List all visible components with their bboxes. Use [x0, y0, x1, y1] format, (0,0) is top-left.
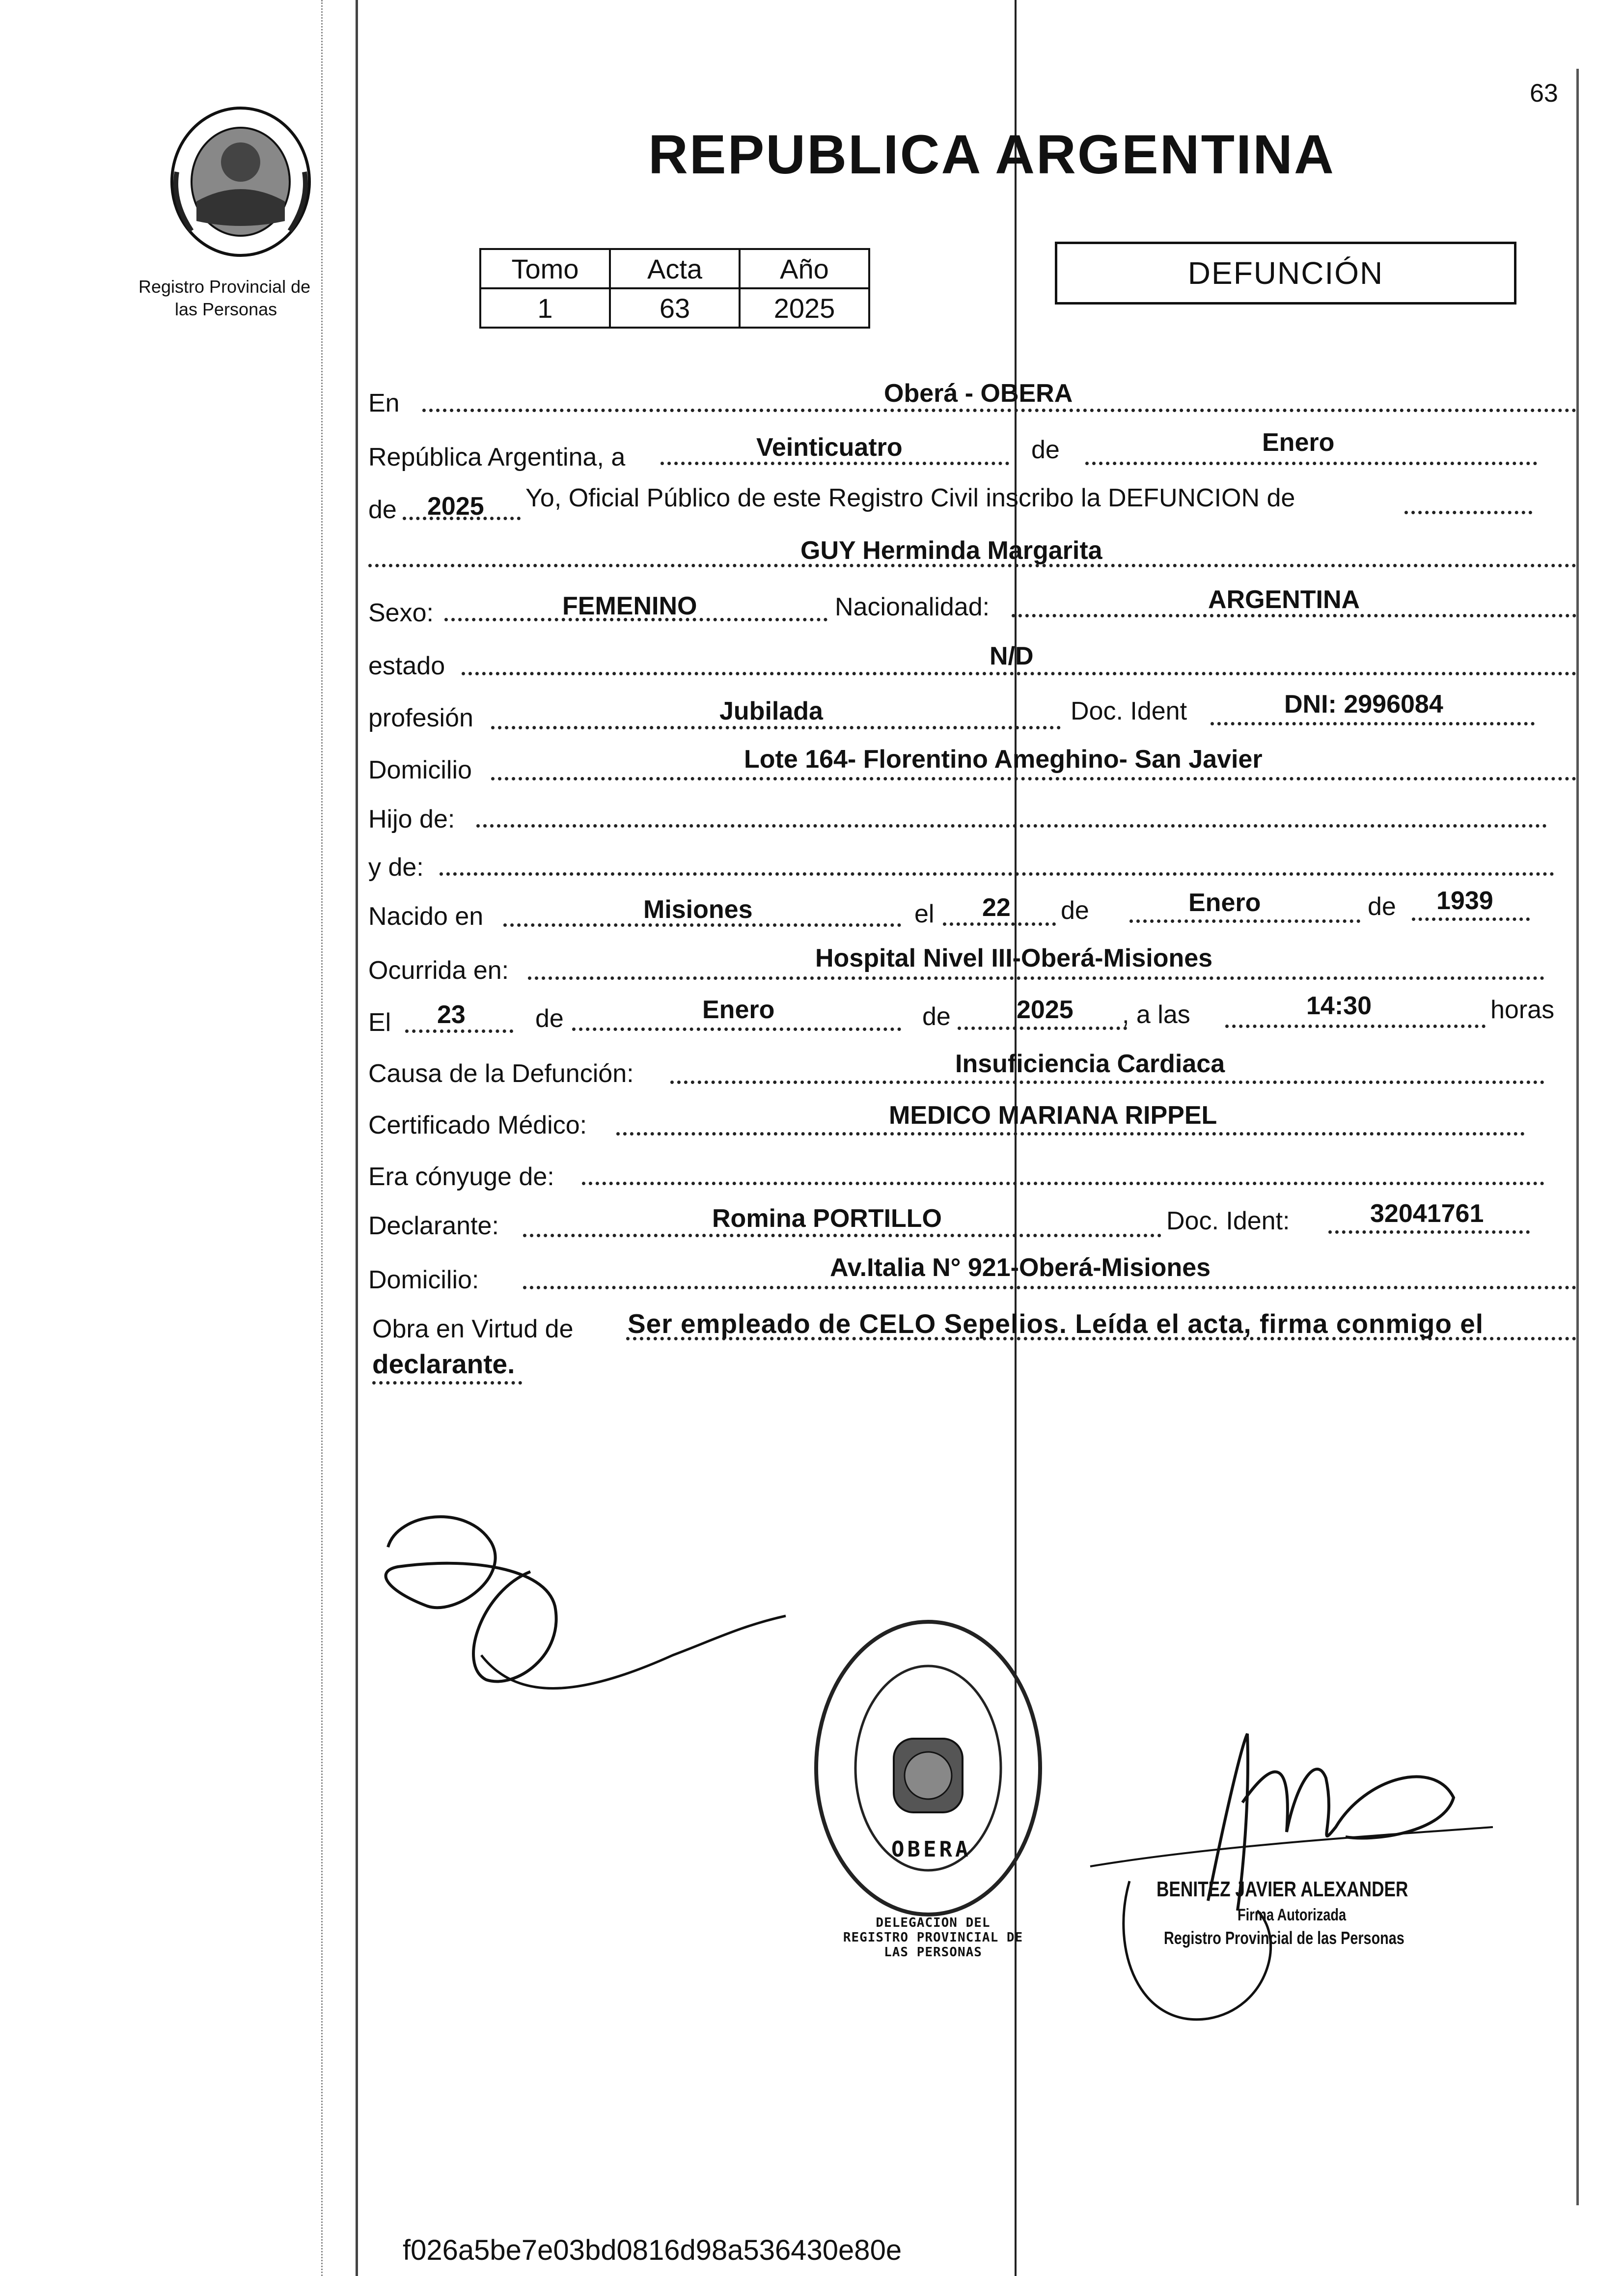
record-table	[479, 248, 870, 329]
causa-label: Causa de la Defunción:	[368, 1059, 634, 1088]
conyuge-line	[582, 1182, 1544, 1185]
deceased-name: GUY Herminda Margarita	[800, 536, 1102, 565]
signer-role: Firma Autorizada	[1238, 1906, 1347, 1924]
doc-label: Doc. Ident	[1071, 697, 1187, 725]
birth-day: 22	[982, 893, 1011, 922]
signer-name: BENITEZ JAVIER ALEXANDER	[1156, 1877, 1408, 1901]
el-label: el	[914, 900, 935, 928]
yde-line	[440, 872, 1554, 876]
declarante-value: Romina PORTILLO	[712, 1204, 942, 1233]
nacido-line	[503, 923, 901, 927]
causa-line	[670, 1081, 1544, 1084]
birth-year: 1939	[1436, 887, 1493, 915]
death-month: Enero	[702, 996, 775, 1024]
acta-header: Acta	[610, 249, 740, 288]
death-day: 23	[437, 1000, 466, 1029]
yde-label: y de:	[368, 853, 424, 882]
causa-value: Insuficiencia Cardiaca	[955, 1050, 1225, 1078]
de2-label: de	[368, 496, 397, 524]
el2-label: El	[368, 1008, 391, 1037]
domicilio2-label: Domicilio:	[368, 1266, 479, 1294]
conyuge-label: Era cónyuge de:	[368, 1163, 554, 1191]
sexo-value: FEMENINO	[562, 592, 697, 620]
document-hash: f026a5be7e03bd0816d98a536430e80e	[403, 2234, 902, 2266]
obra-label: Obra en Virtud de	[372, 1315, 574, 1343]
alas-label: , a las	[1122, 1000, 1190, 1029]
estado-line	[462, 672, 1576, 675]
birth-month: Enero	[1188, 888, 1261, 917]
ocurrida-line	[528, 976, 1544, 980]
obra-line2	[372, 1381, 522, 1385]
de1-label: de	[1031, 436, 1060, 464]
nacionalidad-line	[1012, 614, 1576, 617]
yo-tail-line	[1404, 511, 1532, 514]
death-time-line	[1225, 1025, 1486, 1028]
nacido-label: Nacido en	[368, 902, 484, 931]
nacionalidad-label: Nacionalidad:	[835, 593, 990, 621]
profesion-value: Jubilada	[719, 697, 823, 725]
certificado-value: MEDICO MARIANA RIPPEL	[889, 1101, 1217, 1130]
province-logo	[162, 103, 319, 260]
doc2-value: 32041761	[1370, 1199, 1484, 1228]
profesion-line	[491, 726, 1061, 729]
death-day-line	[405, 1029, 513, 1033]
birth-month-line	[1129, 919, 1360, 923]
death-year: 2025	[1017, 996, 1073, 1024]
horas-label: horas	[1490, 996, 1555, 1024]
anio-header: Año	[740, 249, 869, 288]
death-month-line	[572, 1027, 901, 1031]
de4-label: de	[1368, 892, 1396, 921]
month-line	[1085, 462, 1537, 465]
profesion-label: profesión	[368, 704, 473, 732]
de3-label: de	[1061, 896, 1089, 925]
day-line	[661, 462, 1009, 465]
nacionalidad-value: ARGENTINA	[1208, 585, 1360, 614]
official-signature	[1080, 1704, 1522, 2048]
domicilio2-line	[523, 1286, 1576, 1289]
death-time: 14:30	[1306, 992, 1372, 1020]
estado-label: estado	[368, 652, 445, 680]
birth-year-line	[1412, 917, 1530, 921]
de5-label: de	[535, 1004, 564, 1033]
declarante-label: Declarante:	[368, 1212, 499, 1240]
certificado-line	[616, 1132, 1525, 1136]
ocurrida-label: Ocurrida en:	[368, 956, 509, 985]
domicilio-label: Domicilio	[368, 756, 472, 784]
republica-label: República Argentina, a	[368, 443, 626, 472]
right-margin-line	[1576, 69, 1579, 2205]
obra-value-line2: declarante.	[372, 1349, 515, 1379]
domicilio-line	[491, 777, 1576, 780]
year-value: 2025	[427, 492, 484, 521]
domicilio2-value: Av.Italia N° 921-Oberá-Misiones	[830, 1253, 1211, 1282]
doc2-label: Doc. Ident:	[1166, 1207, 1290, 1235]
signer-office: Registro Provincial de las Personas	[1164, 1928, 1404, 1948]
tomo-value: 1	[480, 288, 610, 328]
doc2-line	[1328, 1230, 1530, 1234]
obra-value-line1: Ser empleado de CELO Sepelios. Leída el acta, firma conmigo el	[628, 1308, 1484, 1339]
official-stamp	[810, 1616, 1046, 1920]
doc-value: DNI: 2996084	[1284, 690, 1443, 719]
en-label: En	[368, 389, 400, 417]
acta-value: 63	[610, 288, 740, 328]
anio-value: 2025	[740, 288, 869, 328]
certificado-label: Certificado Médico:	[368, 1111, 587, 1139]
registry-line1: Registro Provincial de	[138, 277, 311, 297]
registry-line2: las Personas	[175, 299, 277, 319]
domicilio-value: Lote 164- Florentino Ameghino- San Javier	[744, 745, 1263, 774]
stamp-center-text: OBERA	[891, 1837, 971, 1862]
stamp-ring-text: DELEGACION DEL REGISTRO PROVINCIAL DE LAS PERSONAS	[843, 1915, 1023, 1960]
de6-label: de	[922, 1002, 951, 1031]
en-value: Oberá - OBERA	[884, 379, 1073, 408]
birth-day-line	[943, 922, 1056, 926]
nacido-value: Misiones	[643, 895, 753, 924]
declarante-line	[523, 1234, 1161, 1237]
left-margin-line	[356, 0, 358, 2276]
document-title: REPUBLICA ARGENTINA	[648, 124, 1335, 185]
day-words: Veinticuatro	[756, 433, 903, 462]
doc-line	[1211, 722, 1535, 725]
estado-value: N/D	[990, 642, 1034, 670]
hijo-label: Hijo de:	[368, 805, 455, 833]
en-line	[422, 409, 1576, 412]
yo-text: Yo, Oficial Público de este Registro Civil inscribo la DEFUNCION de	[525, 484, 1295, 512]
sexo-label: Sexo:	[368, 599, 434, 627]
margin-dots	[321, 0, 324, 2276]
ocurrida-value: Hospital Nivel III-Oberá-Misiones	[815, 944, 1213, 972]
declarant-signature	[368, 1493, 810, 1729]
hijo-line	[476, 824, 1547, 828]
act-type-box: DEFUNCIÓN	[1055, 242, 1516, 305]
page-number: 63	[1530, 79, 1558, 108]
death-year-line	[958, 1027, 1127, 1030]
month-value: Enero	[1262, 428, 1335, 457]
tomo-header: Tomo	[480, 249, 610, 288]
